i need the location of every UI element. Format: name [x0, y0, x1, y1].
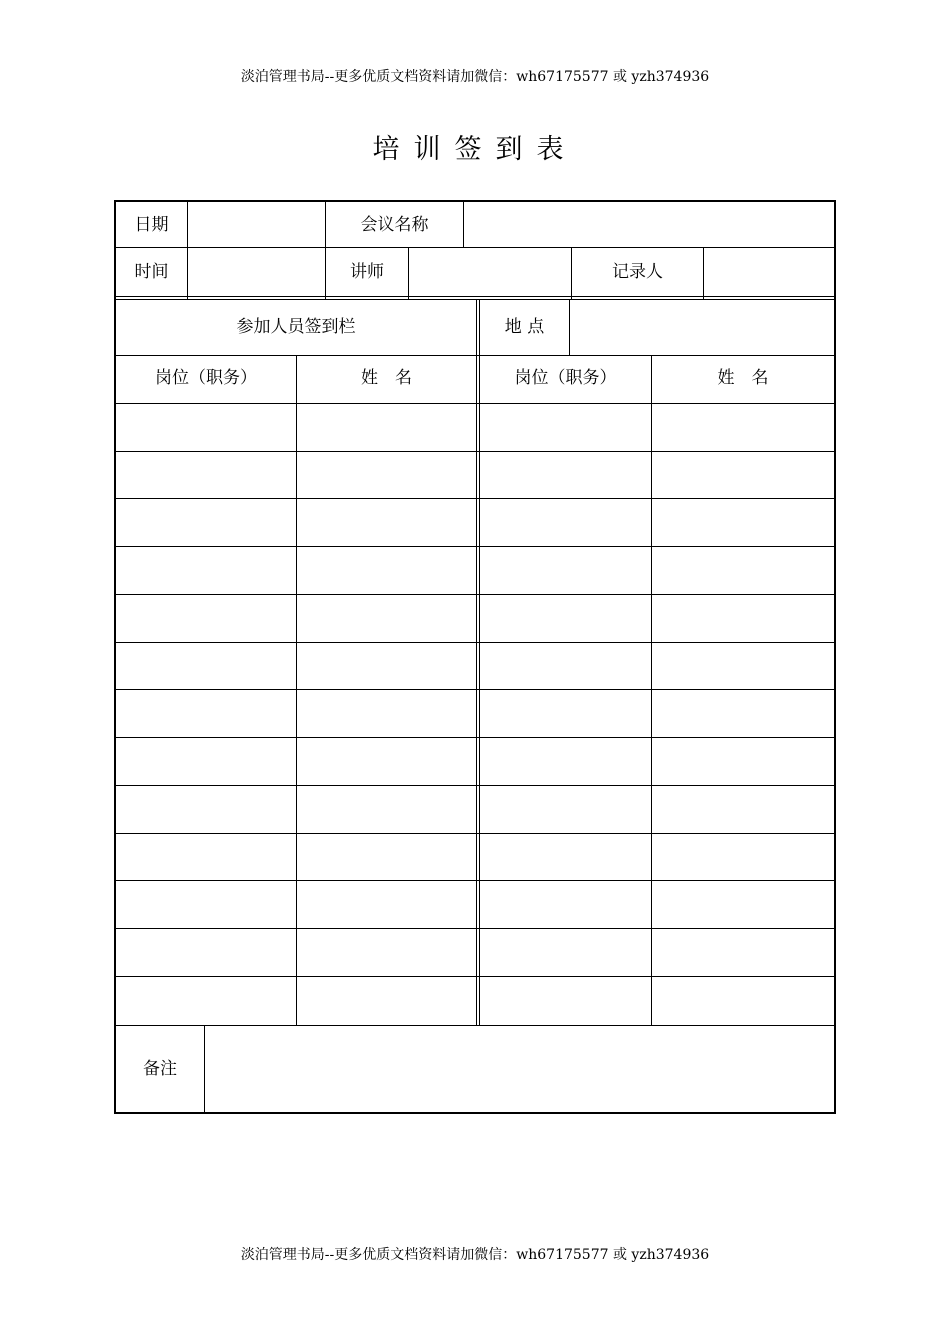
signin-row-line: [116, 451, 834, 452]
col-line: [651, 355, 652, 1025]
signin-row-line: [116, 642, 834, 643]
row-line: [116, 1025, 834, 1026]
col-header-name-right: 姓 名: [717, 368, 769, 388]
signin-row-line: [116, 833, 834, 834]
signin-row-line: [116, 689, 834, 690]
time-label: 时间: [134, 262, 169, 282]
signin-row-line: [116, 498, 834, 499]
location-label: 地 点: [504, 317, 545, 337]
signin-form-table: [114, 200, 836, 1114]
col-line: [463, 202, 464, 248]
signin-row-line: [116, 880, 834, 881]
col-line: [476, 299, 477, 1025]
remarks-label: 备注: [143, 1059, 177, 1079]
date-label: 日期: [134, 215, 169, 235]
signin-row-line: [116, 785, 834, 786]
signin-row-line: [116, 594, 834, 595]
signin-section-label: 参加人员签到栏: [236, 317, 356, 337]
page-footer-text: 淡泊管理书局--更多优质文档资料请加微信：wh67175577 或 yzh374936: [240, 1247, 710, 1263]
row-line: [116, 247, 834, 248]
row-line: [116, 299, 834, 300]
lecturer-label: 讲师: [350, 262, 384, 282]
signin-row-line: [116, 976, 834, 977]
row-line: [116, 296, 834, 297]
page-title: 培训签到表: [372, 134, 578, 165]
col-line: [187, 202, 188, 299]
meeting-name-label: 会议名称: [360, 215, 429, 235]
col-line: [408, 248, 409, 299]
signin-row-line: [116, 737, 834, 738]
col-header-position-right: 岗位（职务）: [514, 368, 617, 388]
col-line: [479, 299, 480, 1025]
col-header-name-left: 姓 名: [361, 368, 412, 388]
signin-row-line: [116, 403, 834, 404]
col-line: [569, 299, 570, 356]
page-header-text: 淡泊管理书局--更多优质文档资料请加微信：wh67175577 或 yzh374936: [240, 69, 710, 85]
col-line: [703, 248, 704, 299]
recorder-label: 记录人: [612, 262, 663, 282]
signin-row-line: [116, 546, 834, 547]
col-line: [204, 1025, 205, 1112]
signin-row-line: [116, 928, 834, 929]
col-header-position-left: 岗位（职务）: [155, 368, 257, 388]
col-line: [296, 355, 297, 1025]
row-line: [116, 355, 834, 356]
